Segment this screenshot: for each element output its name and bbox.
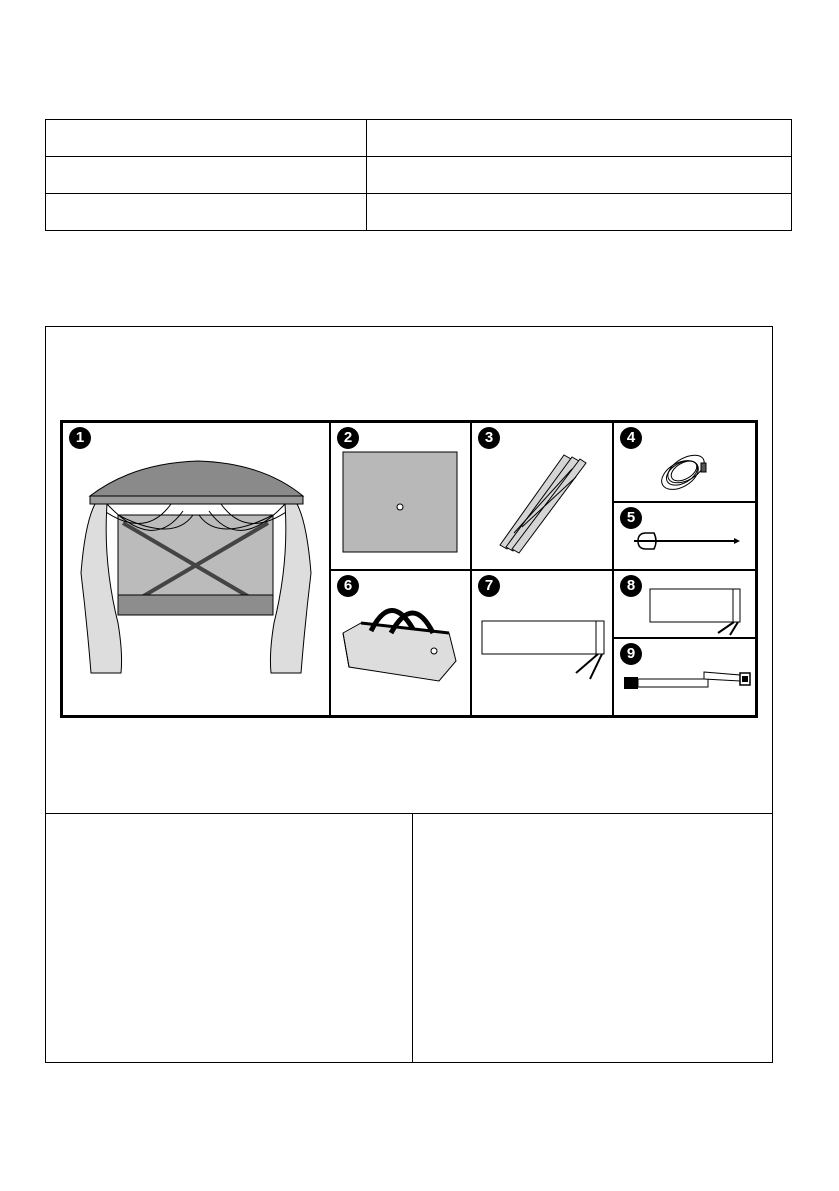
- gazebo-icon: [63, 423, 329, 715]
- table-row: [46, 120, 792, 157]
- table-cell: [46, 120, 367, 157]
- ground-peg-icon: [614, 503, 755, 569]
- part-number: 9: [620, 643, 642, 665]
- part-cell-6: [331, 571, 470, 715]
- part-number: 6: [337, 575, 359, 597]
- strap-buckle-icon: [614, 639, 755, 715]
- part-cell-8: [614, 571, 755, 637]
- table-cell: [367, 120, 792, 157]
- part-number: 5: [620, 507, 642, 529]
- column-divider: [412, 813, 413, 1062]
- frame-poles-icon: [472, 423, 612, 569]
- table-cell: [367, 194, 792, 231]
- small-panel-icon: [614, 571, 755, 637]
- part-cell-9: [614, 639, 755, 715]
- part-cell-7: [472, 571, 612, 715]
- parts-diagram: [60, 420, 758, 718]
- part-cell-1: [63, 423, 329, 715]
- part-number: 4: [620, 427, 642, 449]
- side-wall-panel-icon: [472, 571, 612, 715]
- part-number: 2: [337, 427, 359, 449]
- part-number: 1: [69, 427, 91, 449]
- table-cell: [46, 194, 367, 231]
- roof-canopy-icon: [331, 423, 470, 569]
- part-number: 3: [478, 427, 500, 449]
- part-number: 7: [478, 575, 500, 597]
- spec-table: [45, 119, 792, 231]
- section-divider: [46, 813, 772, 814]
- table-cell: [46, 157, 367, 194]
- guy-rope-icon: [614, 423, 755, 501]
- table-cell: [367, 157, 792, 194]
- table-row: [46, 194, 792, 231]
- part-number: 8: [620, 575, 642, 597]
- table-row: [46, 157, 792, 194]
- part-cell-2: [331, 423, 470, 569]
- part-cell-5: [614, 503, 755, 569]
- part-cell-3: [472, 423, 612, 569]
- part-cell-4: [614, 423, 755, 501]
- carry-bag-icon: [331, 571, 470, 715]
